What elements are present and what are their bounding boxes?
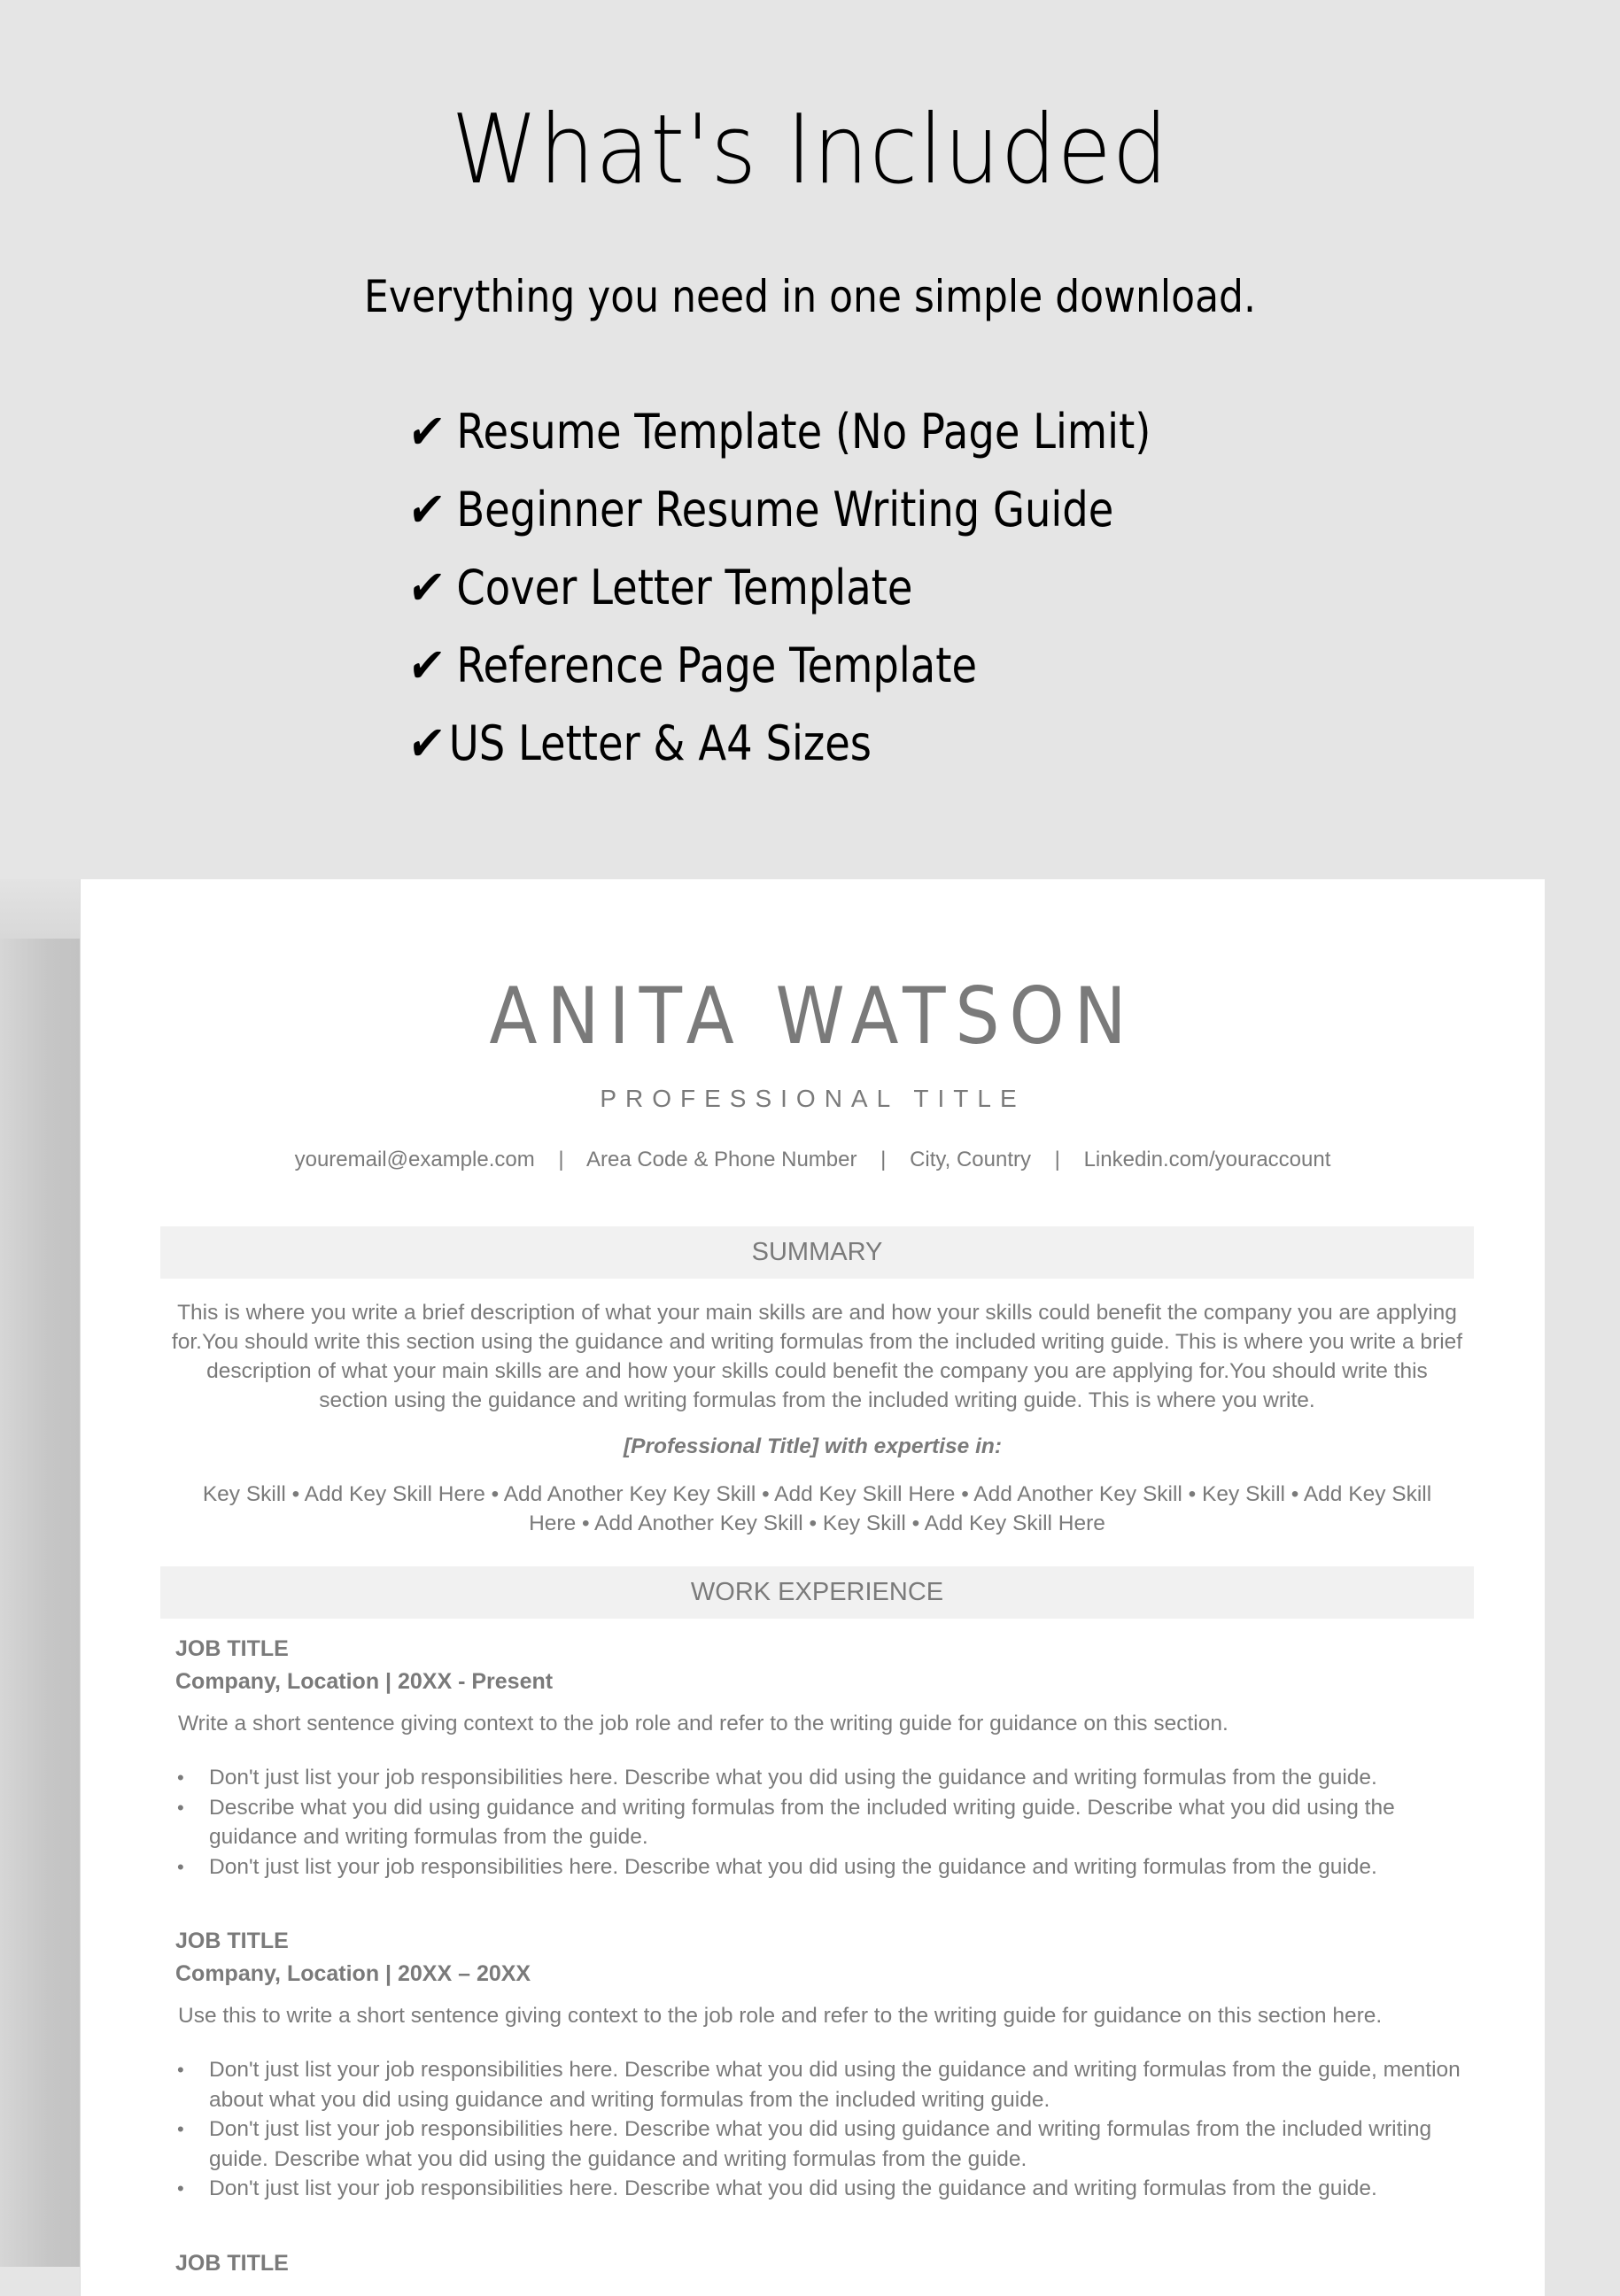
checkmark-icon: ✔ [405, 560, 448, 615]
included-item [405, 471, 1151, 549]
job-title: JOB TITLE [175, 1636, 289, 1661]
paper-shadow [0, 939, 81, 2267]
promo-title: What's Included [451, 95, 1169, 205]
contact-separator: | [1054, 1148, 1060, 1171]
contact-phone: Area Code & Phone Number [585, 1148, 857, 1171]
job-bullet: • Don't just list your job responsibilities here. Describe what you did using the guidance and writing formulas from the guide. [175, 1763, 1477, 1793]
checkmark-icon: ✔ [405, 638, 448, 693]
job-entry [175, 1633, 1477, 1882]
bullet-icon: • [177, 1855, 184, 1878]
resume-professional-title: PROFESSIONAL TITLE [600, 1085, 1026, 1112]
summary-text: This is where you write a brief description of what your main skills are and how your skills could benefit the company you are applying for.You should write this section using the guidance and writing formulas from the included writing guide. This is where you write a brief description of what your main skills are and how your skills could benefit the company you are applying for.You should write this section using the guidance and writing formulas from the included writing guide. This is where you write. [171, 1301, 1463, 1412]
included-item-label: US Letter & A4 Sizes [448, 715, 872, 771]
included-item [405, 627, 1151, 705]
work-experience-section-heading: WORK EXPERIENCE [160, 1566, 1474, 1619]
bullet-icon: • [177, 1766, 184, 1789]
contact-separator: | [880, 1148, 887, 1171]
job-bullet: • Don't just list your job responsibilities here. Describe what you did using the guidance and writing formulas from the guide, mention about what you did using guidance and writing formulas from the included writing guide. [175, 2055, 1477, 2114]
included-item-label: Resume Template (No Page Limit) [456, 404, 1151, 460]
checkmark-icon: ✔ [405, 715, 448, 771]
job-title: JOB TITLE [175, 1929, 289, 1953]
job-entry [175, 1925, 1477, 2204]
expertise-label: [Professional Title] with expertise in: [623, 1434, 1003, 1458]
job-company-dates: Company, Location | 20XX - Present [175, 1669, 554, 1694]
job-company-dates: Company, Location | 20XX – 20XX [175, 1961, 531, 1986]
bullet-icon: • [177, 2177, 184, 2199]
job-context: Use this to write a short sentence giving context to the job role and refer to the writing guide for guidance on this section here. [178, 2004, 1383, 2028]
resume-preview-page [80, 879, 1545, 2296]
job-bullet: • Describe what you did using guidance and writing formulas from the included writing guide. Describe what you did using the guidance and writing formulas from the guide. [175, 1793, 1477, 1852]
contact-location: City, Country [910, 1148, 1031, 1171]
contact-line [81, 1145, 1545, 1175]
job-title: JOB TITLE [175, 2251, 289, 2276]
promo-subtitle: Everything you need in one simple download. [364, 271, 1256, 322]
resume-name: ANITA WATSON [489, 970, 1136, 1062]
included-items-list [405, 393, 1272, 783]
included-item [405, 393, 1151, 471]
summary-section-heading: SUMMARY [160, 1226, 1474, 1279]
job-bullets [175, 2055, 1477, 2204]
checkmark-icon: ✔ [405, 482, 448, 537]
job-bullet: • Don't just list your job responsibilities here. Describe what you did using guidance and writing formulas from the included writing guide. Describe what you did using the guidance and writing formulas from the guide. [175, 2114, 1477, 2174]
included-item [405, 705, 1151, 783]
bullet-icon: • [177, 2059, 184, 2081]
contact-email: youremail@example.com [294, 1148, 535, 1171]
job-bullets [175, 1763, 1477, 1882]
job-bullet: • Don't just list your job responsibilities here. Describe what you did using the guidance and writing formulas from the guide. [175, 2174, 1477, 2204]
key-skills: Key Skill • Add Key Skill Here • Add Another Key Key Skill • Add Key Skill Here • Add Another Key Skill • Key Skill • Add Key Skill Here • Add Another Key Skill • Key Skill • Add Key Skill Here [202, 1482, 1432, 1535]
included-item-label: Beginner Resume Writing Guide [456, 482, 1114, 537]
bullet-icon: • [177, 1796, 184, 1819]
checkmark-icon: ✔ [405, 404, 448, 460]
contact-separator: | [558, 1148, 564, 1171]
bullet-icon: • [177, 2118, 184, 2140]
included-item-label: Cover Letter Template [456, 560, 913, 615]
included-item-label: Reference Page Template [456, 638, 978, 693]
job-context: Write a short sentence giving context to the job role and refer to the writing guide for guidance on this section. [178, 1712, 1229, 1736]
job-bullet: • Don't just list your job responsibilities here. Describe what you did using the guidance and writing formulas from the guide. [175, 1852, 1477, 1882]
contact-linkedin: Linkedin.com/youraccount [1083, 1148, 1331, 1171]
included-item [405, 549, 1151, 627]
